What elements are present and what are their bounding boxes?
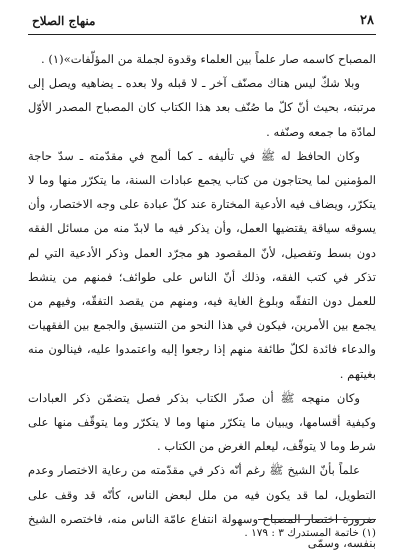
paragraph: وبلا شكّ ليس هناك مصنّف آخر ـ لا قبله ولا بعده ـ يضاهيه ويصل إلى مرتبته، بحيث أنّ كلّ ما صُنّف بعد هذا الكتاب كان المصباح المصدر الأوّل لمادّة ما جمعه وصنّفه . bbox=[28, 76, 376, 139]
page-number: ٢٨ bbox=[360, 13, 374, 28]
paragraph-quote-end: المصباح كاسمه صار علماً بين العلماء وقدوة لجملة من المؤلّفات»(١) . bbox=[40, 52, 376, 66]
paragraph: علماً بأنّ الشيخ ﷺ رغم أنّه ذكر في مقدّمته من رعاية الاختصار وعدم التطويل، لما قد يكون فيه من ملل لبعض الناس، كأنّه قد وقف على ضرورة اختصار المصباح وسهولة انتفاع عامّة الناس منه، فاختصره الشيخ بنفسه، وسمّى bbox=[28, 463, 376, 551]
footnote: (١) خاتمة المستدرك ٣ : ١٧٩ . bbox=[244, 527, 376, 539]
paragraph: وكان الحافظ له ﷺ في تأليفه ـ كما ألمح في مقدّمته ـ سدّ حاجة المؤمنين لما يحتاجون من كتاب يجمع عبادات السنة، ما يتكرّر منها وما لا يتكرّر، ويضاف فيه الأدعية المختارة عند كلّ عبادة على وجه الاختصار، وأن يسوقه سياقة يقتضيها العمل، وأن يذكر فيه ما لابدّ منه من مسائل الفقه دون بسط وتفصيل، لأنّ المقصود هو مجرّد العمل وذكر الأدعية التي لم تذكر في كتب الفقه، وذلك أنّ الناس على طوائف؛ فمنهم من ينشط للعمل دون التفقّه وبلوغ الغاية فيه، ومنهم من يقصد التفقّه، وفيهم من يجمع بين الأمرين، فيكون في هذا النحو من التنسيق والجمع بين الفقهيات والدعاء فائدة لكلّ طائفة منهم إذا رجعوا إليه واعتمدوا عليه، فينالون منه بغيتهم . bbox=[28, 148, 376, 381]
running-title: منهاج الصلاح bbox=[32, 14, 96, 28]
book-page bbox=[28, 12, 376, 552]
body-text bbox=[28, 47, 376, 555]
footnote-divider bbox=[258, 519, 376, 520]
paragraph: وكان منهجه ﷺ أن صدّر الكتاب بذكر فصل يتضمّن ذكر العبادات وكيفية أقسامها، ويبيان ما يتكرّر منها وما لا يتكرّر وما يتوقّف منها على شرط وما لا يتوقّف، ليعلم الغرض من الكتاب . bbox=[28, 390, 376, 454]
page-header bbox=[28, 12, 376, 35]
